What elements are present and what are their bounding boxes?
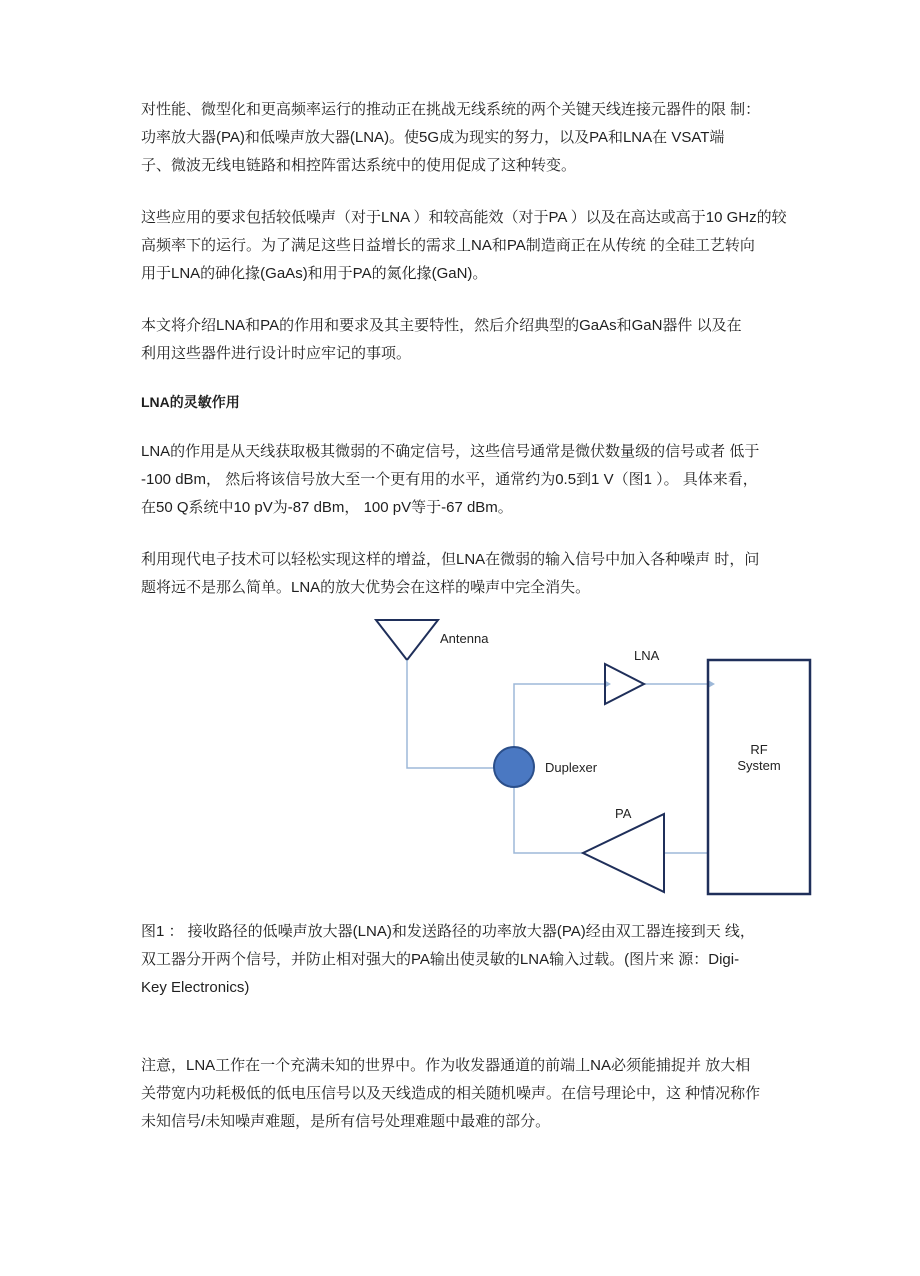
pa-to-duplexer-line bbox=[514, 788, 583, 853]
figure-1-diagram bbox=[368, 612, 818, 902]
paragraph-intro bbox=[141, 96, 791, 180]
text-line: 对性能、微型化和更高频率运行的推动正在挑战无线系统的两个关键天线连接元器件的限 制： bbox=[141, 101, 761, 118]
paragraph-lna-role bbox=[141, 438, 791, 522]
text-line: 子、微波无线电链路和相控阵雷达系统中的使用促成了这种转变。 bbox=[141, 157, 577, 174]
duplexer-symbol bbox=[494, 747, 534, 787]
text-line: LNA的作用是从天线获取极其微弱的不确定信号，这些信号通常是微伏数量级的信号或者 低于 bbox=[141, 443, 760, 460]
rf-label: RF bbox=[750, 742, 768, 757]
text-line: 高频率下的运行。为了满足这些日益增长的需求丄NA和PA制造商正在从传统 的全硅工艺转向 bbox=[141, 237, 755, 254]
text-line: 功率放大器(PA)和低噪声放大器(LNA)。使5G成为现实的努力，以及PA和LNA在 VSAT端 bbox=[141, 129, 725, 146]
duplexer-to-lna-line bbox=[514, 684, 604, 747]
text-line: 利用这些器件进行设计时应牢记的事项。 bbox=[141, 345, 412, 362]
text-line: Key Electronics) bbox=[141, 979, 250, 996]
rf-system-label: System bbox=[737, 758, 781, 773]
pa-label: PA bbox=[615, 806, 632, 821]
antenna-icon bbox=[376, 620, 438, 660]
paragraph-requirements bbox=[141, 204, 791, 288]
section-heading: LNA的灵敏作用 bbox=[141, 394, 240, 410]
rf-system-block bbox=[708, 660, 810, 894]
paragraph-overview bbox=[141, 312, 791, 368]
text-line: 图1 ： 接收路径的低噪声放大器(LNA)和发送路径的功率放大器(PA)经由双工器连接到天 线， bbox=[141, 923, 755, 940]
text-line: 本文将介绍LNA和PA的作用和要求及其主要特性，然后介绍典型的GaAs和GaN器件 以及在 bbox=[141, 317, 742, 334]
arrowheads bbox=[510, 680, 715, 788]
text-line: 关带宽内功耗极低的低电压信号以及天线造成的相关随机噪声。在信号理论中，这 种情况称作 bbox=[141, 1085, 761, 1102]
text-line: 注意，LNA工作在一个充满未知的世界中。作为收发器通道的前端丄NA必须能捕捉并 放大相 bbox=[141, 1057, 751, 1074]
text-line: -100 dBm， 然后将该信号放大至一个更有用的水平，通常约为0.5到1 V（图1 ）。 具体来看， bbox=[141, 471, 758, 488]
pa-amplifier-symbol bbox=[583, 814, 664, 892]
duplexer-label: Duplexer bbox=[545, 760, 598, 775]
antenna-label: Antenna bbox=[440, 631, 489, 646]
antenna-to-duplexer-line bbox=[407, 660, 495, 768]
text-line: 双工器分开两个信号，并防止相对强大的PA输出使灵敏的LNA输入过载。(图片来 源：Digi- bbox=[141, 951, 740, 968]
figure-caption bbox=[141, 918, 791, 1002]
text-line: 利用现代电子技术可以轻松实现这样的增益，但LNA在微弱的输入信号中加入各种噪声 时，问 bbox=[141, 551, 760, 568]
signal-lines bbox=[407, 660, 708, 853]
paragraph-noise bbox=[141, 546, 791, 602]
text-line: 这些应用的要求包括较低噪声（对于LNA ）和较高能效（对于PA ）以及在高达或高于10 GHz的较 bbox=[141, 209, 787, 226]
text-line: 未知信号/未知噪声难题，是所有信号处理难题中最难的部分。 bbox=[141, 1113, 551, 1130]
text-line: 用于LNA的砷化掾(GaAs)和用于PA的氮化掾(GaN)。 bbox=[141, 265, 488, 282]
paragraph-unknown-signal bbox=[141, 1052, 791, 1136]
text-line: 题将远不是那么简单。LNA的放大优势会在这样的噪声中完全消失。 bbox=[141, 579, 591, 596]
text-line: 在50 Q系统中10 pV为-87 dBm， 100 pV等于-67 dBm。 bbox=[141, 499, 513, 516]
lna-label: LNA bbox=[634, 648, 660, 663]
